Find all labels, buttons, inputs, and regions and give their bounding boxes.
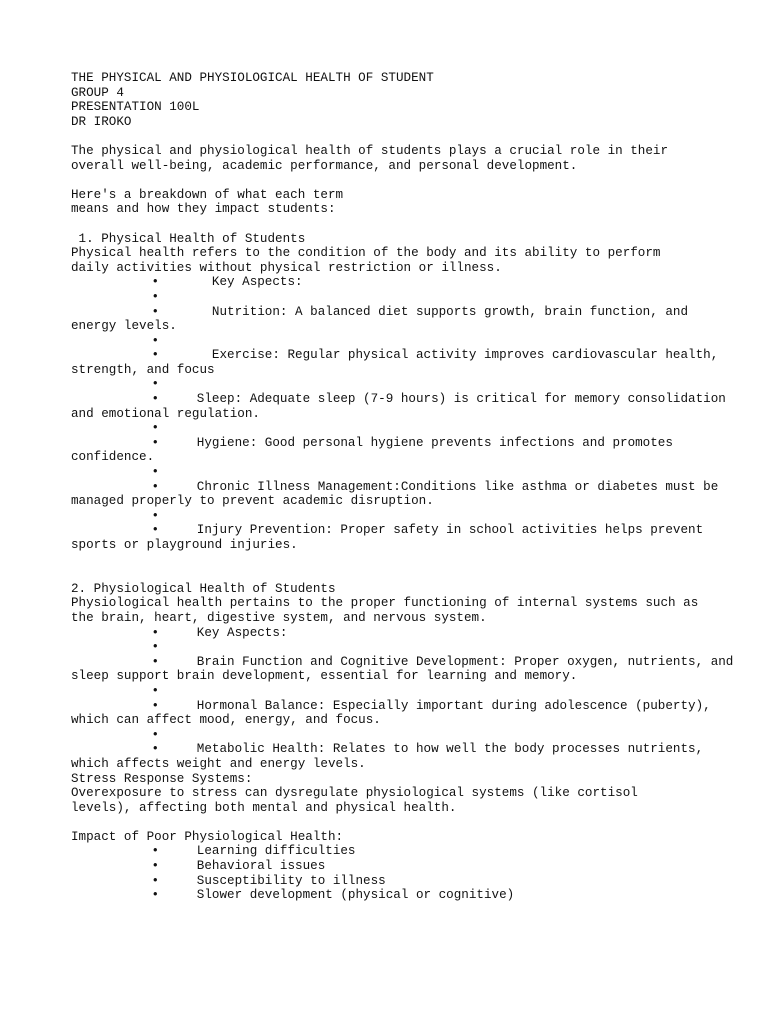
breakdown-line: Here's a breakdown of what each term [71, 187, 344, 202]
group-label: GROUP 4 [71, 85, 124, 100]
stress-response-text: levels), affecting both mental and physical health. [71, 800, 457, 815]
brain-function-item: Brain Function and Cognitive Development: Proper oxygen, nutrients, and [159, 654, 734, 669]
bullet-icon: • [151, 523, 159, 538]
list-item [71, 699, 711, 714]
bullet-icon: • [151, 479, 159, 494]
spacer [71, 815, 711, 830]
list-item [71, 305, 711, 320]
bullet-icon: • [151, 508, 159, 523]
bullet-icon: • [151, 465, 159, 480]
section1-definition: Physical health refers to the condition of the body and its ability to perform [71, 246, 661, 261]
bullet-icon: • [151, 625, 159, 640]
bullet-icon: • [151, 289, 159, 304]
brain-function-item-continued: sleep support brain development, essential for learning and memory. [71, 669, 578, 684]
list-item [71, 509, 711, 524]
impact-item: Slower development (physical or cognitive) [159, 888, 515, 903]
injury-prevention-item: Injury Prevention: Proper safety in school activities helps prevent [159, 523, 704, 538]
impact-item: Learning difficulties [159, 844, 356, 859]
section1-heading: 1. Physical Health of Students [71, 231, 306, 246]
list-item [71, 523, 711, 538]
bullet-icon: • [151, 683, 159, 698]
bullet-icon: • [151, 392, 159, 407]
lecturer-name: DR IROKO [71, 114, 132, 129]
list-item [71, 421, 711, 436]
injury-prevention-item-continued: sports or playground injuries. [71, 538, 298, 552]
list-item [71, 392, 726, 407]
bullet-icon: • [151, 275, 159, 290]
metabolic-health-item-continued: which affects weight and energy levels. [71, 756, 366, 771]
list-item [71, 348, 719, 363]
list-item [71, 290, 711, 305]
list-item [71, 275, 711, 290]
spacer [71, 129, 711, 144]
list-item [71, 874, 711, 889]
chronic-illness-item-continued: managed properly to prevent academic disruption. [71, 494, 434, 509]
nutrition-item: Nutrition: A balanced diet supports growth, brain function, and [159, 304, 689, 319]
bullet-icon: • [151, 859, 159, 874]
list-item [71, 626, 711, 641]
hormonal-balance-item-continued: which can affect mood, energy, and focus. [71, 713, 381, 728]
bullet-icon: • [151, 333, 159, 348]
list-item [71, 859, 711, 874]
bullet-icon: • [151, 742, 159, 757]
list-item [71, 888, 711, 903]
bullet-icon: • [151, 348, 159, 363]
nutrition-item-continued: energy levels. [71, 319, 177, 334]
list-item [71, 728, 711, 743]
spacer [71, 567, 711, 582]
key-aspects-label: Key Aspects: [159, 275, 303, 290]
bullet-icon: • [151, 640, 159, 655]
breakdown-line: means and how they impact students: [71, 202, 336, 217]
key-aspects-label: Key Aspects: [159, 625, 288, 640]
impact-item: Behavioral issues [159, 859, 326, 874]
intro-paragraph-line: overall well-being, academic performance, and personal development. [71, 158, 578, 173]
spacer [71, 173, 711, 188]
document-title: THE PHYSICAL AND PHYSIOLOGICAL HEALTH OF STUDENT [71, 71, 434, 85]
sleep-item: Sleep: Adequate sleep (7-9 hours) is critical for memory consolidation [159, 392, 726, 407]
impact-heading: Impact of Poor Physiological Health: [71, 829, 344, 844]
exercise-item: Exercise: Regular physical activity improves cardiovascular health, [159, 348, 719, 363]
sleep-item-continued: and emotional regulation. [71, 406, 260, 421]
list-item [71, 465, 711, 480]
hormonal-balance-item: Hormonal Balance: Especially important during adolescence (puberty), [159, 698, 711, 713]
bullet-icon: • [151, 698, 159, 713]
section1-definition: daily activities without physical restriction or illness. [71, 260, 502, 275]
bullet-icon: • [151, 377, 159, 392]
list-item [71, 742, 711, 757]
list-item [71, 436, 711, 451]
list-item [71, 377, 711, 392]
bullet-icon: • [151, 873, 159, 888]
section2-heading: 2. Physiological Health of Students [71, 581, 336, 596]
spacer [71, 217, 711, 232]
spacer [71, 553, 711, 568]
list-item [71, 684, 711, 699]
stress-response-text: Overexposure to stress can dysregulate physiological systems (like cortisol [71, 786, 638, 801]
list-item [71, 844, 711, 859]
chronic-illness-item: Chronic Illness Management:Conditions like asthma or diabetes must be [159, 479, 719, 494]
presentation-label: PRESENTATION 100L [71, 100, 200, 115]
impact-item: Susceptibility to illness [159, 873, 386, 888]
metabolic-health-item: Metabolic Health: Relates to how well the body processes nutrients, [159, 742, 704, 757]
intro-paragraph-line: The physical and physiological health of students plays a crucial role in their [71, 143, 669, 158]
bullet-icon: • [151, 435, 159, 450]
bullet-icon: • [151, 304, 159, 319]
hygiene-item-continued: confidence. [71, 450, 155, 465]
hygiene-item: Hygiene: Good personal hygiene prevents infections and promotes [159, 435, 673, 450]
section2-definition: the brain, heart, digestive system, and nervous system. [71, 610, 487, 625]
list-item [71, 479, 719, 495]
bullet-icon: • [151, 421, 159, 436]
section2-definition: Physiological health pertains to the proper functioning of internal systems such as [71, 596, 699, 611]
stress-response-heading: Stress Response Systems: [71, 771, 253, 786]
bullet-icon: • [151, 654, 159, 669]
list-item [71, 640, 711, 655]
bullet-icon: • [151, 888, 159, 903]
list-item [71, 334, 711, 349]
list-item [71, 654, 734, 670]
bullet-icon: • [151, 727, 159, 742]
bullet-icon: • [151, 844, 159, 859]
document-body [71, 71, 734, 903]
exercise-item-continued: strength, and focus [71, 362, 215, 377]
